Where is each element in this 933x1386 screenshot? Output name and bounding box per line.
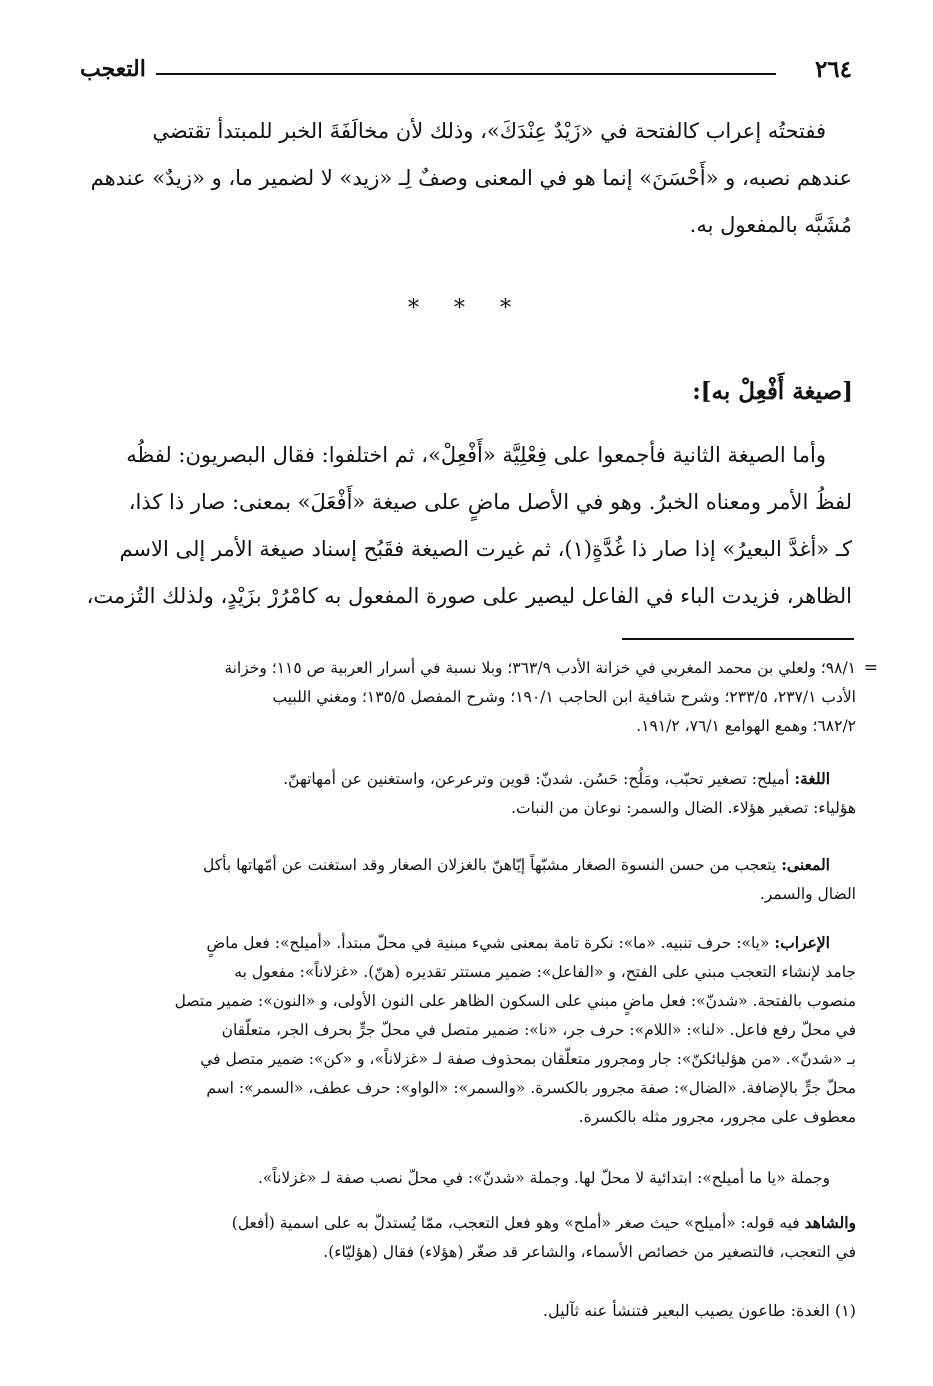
note-label: المعنى: bbox=[781, 855, 830, 874]
main-paragraph-1 bbox=[80, 108, 852, 249]
note-text: أميلح: تصغير تحبّب، ومَلُح: حَسُن. شدنّ: قوين وترعرعن، واستغنين عن أمهاتهنّ. bbox=[283, 770, 790, 788]
note-line: معطوف على مجرور، مجرور مثله بالكسرة. bbox=[578, 1108, 856, 1126]
note-line: محلّ جرٍّ بالإضافة. «الضال»: صفة مجرور بالكسرة. «والسمر»: «الواو»: حرف عطف، «السمر»: اسم bbox=[206, 1079, 856, 1097]
footnote-1 bbox=[80, 1296, 856, 1325]
text-line: وأما الصيغة الثانية فأجمعوا على فِعْلِيَّة «أَفْعِلْ»، ثم اختلفوا: فقال البصريون: لفظُه bbox=[126, 443, 826, 467]
text-line: لفظُ الأمر ومعناه الخبرُ. وهو في الأصل ماضٍ على صيغة «أَفْعَلَ» بمعنى: صار ذا كذا، bbox=[128, 490, 852, 514]
note-label: والشاهد bbox=[804, 1213, 856, 1232]
continuation-marker: = bbox=[863, 658, 878, 678]
note-line bbox=[80, 764, 856, 794]
note-line: الضال والسمر. bbox=[759, 885, 856, 903]
chapter-title: التعجب bbox=[80, 56, 146, 82]
text-line: ففتحتُه إعراب كالفتحة في «زَيْدٌ عِنْدَكَ»، وذلك لأن مخالَفَةَ الخبر للمبتدأ تقتضي bbox=[152, 119, 826, 143]
text-line: الظاهر، فزيدت الباء في الفاعل ليصير على صورة المفعول به كامْرُرْ بزَيْدٍ، ولذلك التُزمت، bbox=[86, 584, 852, 608]
note-line bbox=[80, 928, 856, 958]
note-line bbox=[80, 1208, 856, 1238]
note-text: يتعجب من حسن النسوة الصغار مشبّهاً إيّاهنّ بالغزلان الصغار وقد استغنت عن أمّهاتها بأكل bbox=[203, 856, 777, 874]
note-line: في التعجب، فالتصغير من خصائص الأسماء، والشاعر قد صغّر (هؤلاء) فقال (هؤليّاء). bbox=[323, 1243, 856, 1261]
note-shahid bbox=[80, 1208, 856, 1267]
note-jumla bbox=[80, 1164, 856, 1193]
note-line: ٦٨٢/٢؛ وهمع الهوامع ٧٦/١، ١٩١/٢. bbox=[636, 717, 856, 735]
note-line: جامد لإنشاء التعجب مبني على الفتح، و «الفاعل»: ضمير مستتر تقديره (هنّ). «غزلاناً»: مفعول به bbox=[234, 963, 856, 981]
note-line: في محلّ رفع فاعل. «لنا»: «اللام»: حرف جر، «نا»: ضمير متصل في محلّ جرٍّ بحرف الجر، متعلّقان bbox=[221, 1021, 856, 1039]
note-label: الإعراب: bbox=[774, 933, 830, 952]
note-line: ٩٨/١؛ ولعلي بن محمد المغربي في خزانة الأدب ٣٦٣/٩؛ وبلا نسبة في أسرار العربية ص ١١٥؛ وخزانة bbox=[224, 659, 856, 677]
note-lugha bbox=[80, 764, 856, 823]
header-rule bbox=[156, 73, 776, 75]
note-line: هؤلياء: تصغير هؤلاء. الضال والسمر: نوعان من النبات. bbox=[511, 799, 856, 817]
section-heading: [صيغة أَفْعِلْ به]: bbox=[692, 378, 853, 405]
text-line: مُشَبَّه بالمفعول به. bbox=[689, 213, 852, 237]
note-line: (١) الغدة: طاعون يصيب البعير فتنشأ عنه ثآليل. bbox=[542, 1301, 856, 1320]
note-line: بـ «شدنّ». «من هؤليائكنّ»: جار ومجرور متعلّقان بمحذوف صفة لـ «غزلاناً»، و «كن»: ضمير متصل في bbox=[200, 1050, 856, 1068]
page-header bbox=[80, 56, 852, 90]
footnote-separator bbox=[622, 638, 854, 640]
note-line: منصوب بالفتحة. «شدنّ»: فعل ماضٍ مبني على السكون الظاهر على النون الأولى، و «النون»: ضمير متصل bbox=[174, 992, 856, 1010]
note-label: اللغة: bbox=[794, 769, 830, 788]
page-number: ٢٦٤ bbox=[814, 56, 852, 83]
text-line: عندهم نصبه، و «أَحْسَنَ» إنما هو في المعنى وصفٌ لِـ «زيد» لا لضمير ما، و «زيدٌ» عندهم bbox=[90, 166, 852, 190]
note-text: فيه قوله: «أميلح» حيث صغر «أملح» وهو فعل التعجب، ممّا يُستدلّ به على اسمية (أفعل) bbox=[231, 1214, 800, 1232]
note-text: «يا»: حرف تنبيه. «ما»: نكرة تامة بمعنى شيء مبنية في محلّ مبتدأ. «أميلح»: فعل ماضٍ bbox=[206, 934, 770, 952]
note-line: الأدب ٢٣٧/١، ٢٣٣/٥؛ وشرح شافية ابن الحاجب ١٩٠/١؛ وشرح المفصل ١٣٥/٥؛ ومغني اللبيب bbox=[272, 688, 856, 706]
note-maana bbox=[80, 850, 856, 909]
text-line: كـ «أغدَّ البعيرُ» إذا صار ذا غُدَّةٍ(١)، ثم غيرت الصيغة فقَبُح إسناد صيغة الأمر إلى الاسم bbox=[119, 537, 852, 561]
main-paragraph-2 bbox=[80, 432, 852, 620]
note-line bbox=[80, 850, 856, 880]
note-sources bbox=[80, 654, 878, 741]
note-irab bbox=[80, 928, 856, 1132]
section-separator: * * * bbox=[408, 296, 525, 321]
note-line: وجملة «يا ما أميلح»: ابتدائية لا محلّ لها. وجملة «شدنّ»: في محلّ نصب صفة لـ «غزلاناً». bbox=[257, 1169, 830, 1187]
